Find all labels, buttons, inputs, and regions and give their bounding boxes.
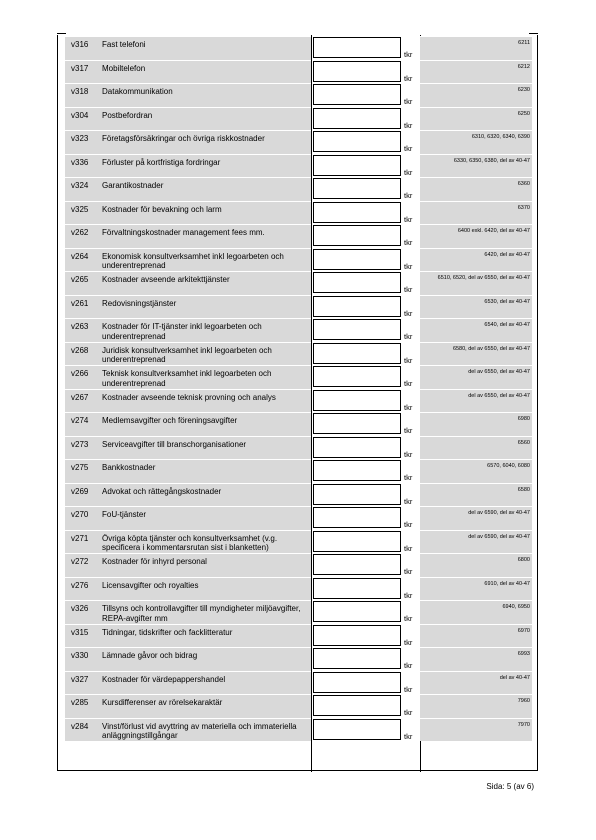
- unit-label: tkr: [404, 661, 413, 670]
- form-row-v263: [65, 318, 532, 342]
- account-reference-cell: [420, 694, 532, 718]
- row-label-cell: [65, 694, 311, 718]
- row-label-cell: [65, 436, 311, 460]
- form-row-v261: [65, 295, 532, 319]
- form-row-v265: [65, 271, 532, 295]
- account-reference: 6580, del av 6550, del av 40-47: [452, 345, 530, 352]
- account-reference-cell: [420, 60, 532, 84]
- unit-label: tkr: [404, 731, 413, 741]
- amount-input[interactable]: [313, 225, 401, 246]
- account-reference-cell: [420, 154, 532, 178]
- row-code: v273: [71, 439, 89, 449]
- row-label-cell: [65, 624, 311, 648]
- account-reference: 6910, del av 40-47: [484, 580, 530, 587]
- form-row-v316: [65, 36, 532, 60]
- unit-label: tkr: [404, 167, 413, 177]
- amount-input[interactable]: [313, 249, 401, 270]
- unit-label: tkr: [404, 496, 413, 506]
- unit-label: tkr: [404, 120, 413, 130]
- account-reference-cell: [420, 365, 532, 389]
- account-reference-cell: [420, 107, 532, 131]
- account-reference-cell: [420, 647, 532, 671]
- account-reference: 6250: [517, 110, 530, 117]
- amount-input[interactable]: [313, 131, 401, 152]
- account-reference-cell: [420, 318, 532, 342]
- account-reference-cell: [420, 436, 532, 460]
- row-label-cell: [65, 271, 311, 295]
- row-code: v267: [71, 392, 89, 402]
- unit-label: tkr: [404, 449, 413, 459]
- row-code: v266: [71, 369, 89, 378]
- account-reference-cell: [420, 459, 532, 483]
- form-row-v318: [65, 83, 532, 107]
- amount-input[interactable]: [313, 319, 401, 340]
- account-reference: 6970: [517, 627, 530, 634]
- row-description: Kursdifferenser av rörelsekaraktär: [102, 698, 223, 707]
- row-code: v268: [71, 345, 89, 355]
- amount-input[interactable]: [313, 155, 401, 176]
- row-label-cell: [65, 130, 311, 154]
- amount-input[interactable]: [313, 531, 401, 552]
- row-label-cell: [65, 483, 311, 507]
- row-label-cell: [65, 577, 311, 601]
- unit-label: tkr: [404, 520, 413, 529]
- account-reference: 6510, 6520, del av 6550, del av 40-47: [437, 275, 530, 281]
- row-label-cell: [65, 201, 311, 225]
- amount-input[interactable]: [313, 578, 401, 599]
- form-row-v268: [65, 342, 532, 366]
- row-code: v304: [71, 110, 89, 120]
- row-code: v276: [71, 580, 89, 590]
- account-reference-cell: [420, 342, 532, 366]
- unit-label: tkr: [404, 214, 413, 224]
- account-reference-cell: [420, 624, 532, 648]
- row-code: v263: [71, 322, 89, 331]
- row-label-cell: [65, 83, 311, 107]
- row-code: v275: [71, 463, 89, 472]
- row-description: Tidningar, tidskrifter och facklitteratur: [102, 627, 233, 637]
- account-reference: 6580: [517, 486, 530, 493]
- row-label-cell: [65, 506, 311, 530]
- form-row-v326: [65, 600, 532, 624]
- row-label-cell: [65, 530, 311, 554]
- row-description: Postbefordran: [102, 110, 153, 120]
- row-description: Kostnader för värdepappershandel: [102, 674, 226, 684]
- account-reference-cell: [420, 224, 532, 248]
- account-reference: del av 40-47: [499, 674, 530, 681]
- amount-input[interactable]: [313, 272, 401, 293]
- amount-input[interactable]: [313, 413, 401, 434]
- row-description: Teknisk konsultverksamhet inkl legoarbeten och underentreprenad: [102, 369, 272, 388]
- account-reference: 6310, 6320, 6340, 6390: [471, 134, 530, 140]
- row-code: v285: [71, 698, 89, 707]
- account-reference-cell: [420, 177, 532, 201]
- unit-label: tkr: [404, 708, 413, 717]
- row-description: Fast telefoni: [102, 40, 146, 49]
- amount-input[interactable]: [313, 695, 401, 716]
- row-code: v323: [71, 134, 89, 143]
- amount-input[interactable]: [313, 296, 401, 317]
- row-code: v261: [71, 298, 89, 308]
- form-row-v304: [65, 107, 532, 131]
- account-reference-cell: [420, 412, 532, 436]
- unit-label: tkr: [404, 97, 413, 106]
- account-reference-cell: [420, 671, 532, 695]
- unit-label: tkr: [404, 473, 413, 482]
- account-reference: 6800: [517, 557, 530, 563]
- row-description: Advokat och rättegångskostnader: [102, 486, 222, 496]
- unit-label: tkr: [404, 637, 413, 647]
- row-label-cell: [65, 248, 311, 272]
- amount-input[interactable]: [313, 601, 401, 622]
- account-reference: 6211: [518, 40, 530, 46]
- unit-label: tkr: [404, 308, 413, 318]
- row-code: v327: [71, 674, 89, 684]
- amount-input[interactable]: [313, 460, 401, 481]
- form-corner-top-right: [529, 33, 538, 34]
- form-bottom-border: [57, 770, 538, 771]
- amount-input[interactable]: [313, 178, 401, 199]
- account-reference-cell: [420, 36, 532, 60]
- row-description: Redovisningstjänster: [102, 298, 177, 308]
- row-code: v270: [71, 510, 89, 519]
- account-reference: 6230: [517, 87, 530, 93]
- row-label-cell: [65, 718, 311, 742]
- account-reference-cell: [420, 248, 532, 272]
- form-row-v274: [65, 412, 532, 436]
- form-corner-top-left: [57, 33, 66, 34]
- row-code: v317: [71, 63, 89, 73]
- row-label-cell: [65, 412, 311, 436]
- amount-input[interactable]: [313, 672, 401, 693]
- amount-input[interactable]: [313, 37, 401, 58]
- row-label-cell: [65, 295, 311, 319]
- account-reference: del av 6590, del av 40-47: [468, 533, 530, 540]
- form-row-v330: [65, 647, 532, 671]
- form-row-v262: [65, 224, 532, 248]
- account-reference: 6540, del av 40-47: [484, 322, 530, 328]
- row-description: FoU-tjänster: [102, 510, 147, 519]
- unit-label: tkr: [404, 238, 413, 247]
- row-description: Medlemsavgifter och föreningsavgifter: [102, 416, 238, 425]
- row-code: v326: [71, 604, 89, 613]
- row-code: v318: [71, 87, 89, 96]
- account-reference-cell: [420, 483, 532, 507]
- amount-input[interactable]: [313, 84, 401, 105]
- row-code: v274: [71, 416, 89, 425]
- unit-label: tkr: [404, 50, 413, 59]
- row-description: Kostnader avseende teknisk provning och analys: [102, 392, 276, 402]
- form-row-v325: [65, 201, 532, 225]
- account-reference: 6330, 6350, 6380, del av 40-47: [453, 157, 530, 164]
- row-description: Mobiltelefon: [102, 63, 146, 73]
- account-reference: 6360: [517, 181, 530, 187]
- form-row-v267: [65, 389, 532, 413]
- unit-label: tkr: [404, 191, 413, 200]
- amount-input[interactable]: [313, 343, 401, 364]
- amount-input[interactable]: [313, 625, 401, 646]
- row-description: Kostnader för IT-tjänster inkl legoarbeten och underentreprenad: [102, 322, 262, 341]
- account-reference: del av 6550, del av 40-47: [468, 392, 530, 399]
- account-reference: 6570, 6040, 6080: [487, 463, 530, 469]
- row-label-cell: [65, 553, 311, 577]
- form-row-v317: [65, 60, 532, 84]
- row-description: Kostnader avseende arkitekttjänster: [102, 275, 230, 284]
- account-reference-cell: [420, 577, 532, 601]
- row-description: Förvaltningskostnader management fees mm.: [102, 228, 265, 237]
- account-reference: del av 6590, del av 40-47: [468, 510, 530, 516]
- row-label-cell: [65, 107, 311, 131]
- row-label-cell: [65, 224, 311, 248]
- row-description: Juridisk konsultverksamhet inkl legoarbeten och underentreprenad: [102, 345, 272, 364]
- row-description: Kostnader för inhyrd personal: [102, 557, 207, 566]
- row-label-cell: [65, 600, 311, 624]
- account-reference: 6560: [517, 439, 530, 446]
- row-code: v264: [71, 251, 89, 261]
- amount-input[interactable]: [313, 437, 401, 458]
- unit-label: tkr: [404, 614, 413, 623]
- account-reference-cell: [420, 83, 532, 107]
- account-reference: 6530, del av 40-47: [484, 298, 530, 305]
- unit-label: tkr: [404, 684, 413, 694]
- amount-input[interactable]: [313, 554, 401, 575]
- form-row-v264: [65, 248, 532, 272]
- account-reference-cell: [420, 389, 532, 413]
- row-description: Datakommunikation: [102, 87, 173, 96]
- amount-input[interactable]: [313, 719, 401, 740]
- row-label-cell: [65, 36, 311, 60]
- account-reference: 7970: [517, 721, 530, 728]
- account-reference-cell: [420, 553, 532, 577]
- row-label-cell: [65, 671, 311, 695]
- amount-input[interactable]: [313, 366, 401, 387]
- account-reference-cell: [420, 506, 532, 530]
- unit-label: tkr: [404, 590, 413, 600]
- row-code: v325: [71, 204, 89, 214]
- form-row-v269: [65, 483, 532, 507]
- form-row-v273: [65, 436, 532, 460]
- unit-label: tkr: [404, 73, 413, 83]
- row-description: Kostnader för bevakning och larm: [102, 204, 222, 214]
- account-reference: 6980: [517, 416, 530, 422]
- page-number: Sida: 5 (av 6): [486, 782, 534, 791]
- row-code: v315: [71, 627, 89, 637]
- row-description: Serviceavgifter till branschorganisationer: [102, 439, 247, 449]
- row-description: Övriga köpta tjänster och konsultverksamhet (v.g. specificera i kommentarsrutan sist i blanketten): [102, 533, 278, 552]
- amount-input[interactable]: [313, 108, 401, 129]
- account-reference-cell: [420, 600, 532, 624]
- row-description: Garantikostnader: [102, 181, 164, 190]
- account-reference-cell: [420, 295, 532, 319]
- form-row-v336: [65, 154, 532, 178]
- account-reference-cell: [420, 530, 532, 554]
- row-code: v271: [71, 533, 89, 543]
- form-row-v315: [65, 624, 532, 648]
- amount-input[interactable]: [313, 507, 401, 528]
- account-reference: 7960: [517, 698, 530, 704]
- unit-label: tkr: [404, 567, 413, 576]
- form-row-v324: [65, 177, 532, 201]
- row-label-cell: [65, 647, 311, 671]
- account-reference: 6370: [517, 204, 530, 211]
- account-reference: del av 6550, del av 40-47: [468, 369, 530, 375]
- row-label-cell: [65, 342, 311, 366]
- amount-input[interactable]: [313, 648, 401, 669]
- amount-input[interactable]: [313, 390, 401, 411]
- amount-input[interactable]: [313, 202, 401, 223]
- unit-label: tkr: [404, 543, 413, 553]
- unit-label: tkr: [404, 379, 413, 388]
- row-label-cell: [65, 60, 311, 84]
- amount-input[interactable]: [313, 484, 401, 505]
- unit-label: tkr: [404, 402, 413, 412]
- unit-label: tkr: [404, 261, 413, 271]
- row-description: Förluster på kortfristiga fordringar: [102, 157, 221, 167]
- unit-label: tkr: [404, 332, 413, 341]
- account-reference: 6993: [517, 651, 530, 657]
- account-reference-cell: [420, 201, 532, 225]
- unit-label: tkr: [404, 285, 413, 294]
- unit-label: tkr: [404, 355, 413, 365]
- row-label-cell: [65, 318, 311, 342]
- row-code: v330: [71, 651, 89, 660]
- form-row-v270: [65, 506, 532, 530]
- form-row-v272: [65, 553, 532, 577]
- account-reference-cell: [420, 130, 532, 154]
- row-description: Bankkostnader: [102, 463, 156, 472]
- row-description: Företagsförsäkringar och övriga riskkostnader: [102, 134, 265, 143]
- form-row-v327: [65, 671, 532, 695]
- account-reference: 6212: [517, 63, 530, 70]
- row-code: v272: [71, 557, 89, 566]
- account-reference: 6400 exkl. 6420, del av 40-47: [457, 228, 530, 234]
- account-reference: 6940, 6950: [502, 604, 530, 610]
- unit-label: tkr: [404, 144, 413, 153]
- row-label-cell: [65, 459, 311, 483]
- row-code: v324: [71, 181, 89, 190]
- row-description: Ekonomisk konsultverksamhet inkl legoarbeten och underentreprenad: [102, 251, 284, 270]
- row-code: v262: [71, 228, 89, 237]
- row-description: Vinst/förlust vid avyttring av materiella och immateriella anläggningstillgångar: [102, 721, 297, 740]
- form-row-v285: [65, 694, 532, 718]
- row-label-cell: [65, 389, 311, 413]
- form-row-v266: [65, 365, 532, 389]
- row-label-cell: [65, 365, 311, 389]
- form-row-v275: [65, 459, 532, 483]
- unit-label: tkr: [404, 426, 413, 435]
- form-row-v276: [65, 577, 532, 601]
- row-code: v265: [71, 275, 89, 284]
- row-description: Tillsyns och kontrollavgifter till myndigheter miljöavgifter, REPA-avgifter mm: [102, 604, 301, 623]
- form-row-v284: [65, 718, 532, 742]
- amount-input[interactable]: [313, 61, 401, 82]
- row-code: v284: [71, 721, 89, 731]
- row-label-cell: [65, 154, 311, 178]
- row-code: v336: [71, 157, 89, 167]
- account-reference-cell: [420, 271, 532, 295]
- form-row-v323: [65, 130, 532, 154]
- row-code: v316: [71, 40, 89, 49]
- row-label-cell: [65, 177, 311, 201]
- row-code: v269: [71, 486, 89, 496]
- row-description: Lämnade gåvor och bidrag: [102, 651, 198, 660]
- row-description: Licensavgifter och royalties: [102, 580, 199, 590]
- account-reference-cell: [420, 718, 532, 742]
- account-reference: 6420, del av 40-47: [484, 251, 530, 258]
- form-row-v271: [65, 530, 532, 554]
